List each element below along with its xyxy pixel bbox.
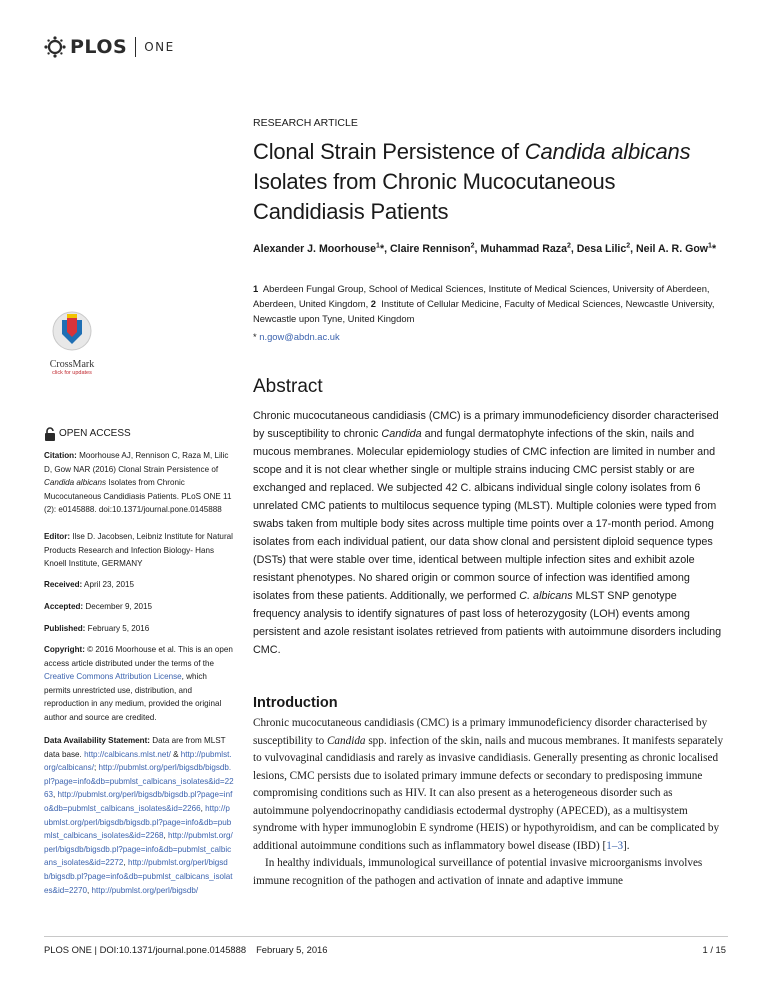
data-link[interactable]: http://pubmlst.org/perl/bigsdb/bigsdb.pl?page=info&db=pubmlst_calbicans_isolates&id=2266 xyxy=(44,790,233,813)
affiliation-text: Institute of Cellular Medicine, Faculty of Medical Sciences, Newcastle University, Newcastle upon Tyne, United Kingdom xyxy=(253,298,715,324)
abstract-p3: MLST SNP genotype frequency analysis to identify signatures of past loss of heterozygosity (LOH) events among persistent and azole resistant isolates retrieved from patients with autoimmune disorders including CMC. xyxy=(253,590,722,656)
copyright-text-end: , which permits unrestricted use, distribution, and reproduction in any medium, provided the original author and source are credited. xyxy=(44,672,222,722)
title-species: Candida albicans xyxy=(524,139,691,164)
footer-journal: PLOS ONE | DOI:10.1371/journal.pone.0145888 xyxy=(44,944,247,955)
citation-block xyxy=(44,449,234,517)
logo-one-text: ONE xyxy=(144,40,175,54)
abstract-p2: and fungal dermatophyte infections of the skin, nails and mucous membranes. Molecular epidemiology studies of CMC infection are limited in number and scope and it is not clear whether single or multiple strains inducing CMC persist stably or are exchanged and replaced. We subjected 42 C. albicans individual single colony isolates from 6 unrelated CMC patients to multilocus sequence typing (MLST). Multiple colonies were typed from swabs taken from multiple body sites across multiple time points over a 17-month period. Among isolates from each individual patient, our data show clonal and persistent diploid sequence types (DSTs) that were stable over time, identical between multiple infection sites and exhibit azole resistant phenotypes. No shared origin or common source of infection was identified among isolates from these patients. Additionally, we performed xyxy=(253,428,717,602)
data-sep: , xyxy=(123,858,128,868)
data-link[interactable]: http://pubmlst.org/perl/bigsdb/bigsdb.pl?page=info&db=pubmlst_calbicans_isolates&id=2270 xyxy=(44,858,233,895)
intro-p1b: spp. infection of the skin, nails and mucous membranes. It manifests separately to vulvovaginal candidiasis and rarely as invasive candidiasis. Generally presenting as chronic localised lesions, CMC persists due to isolated primary immune defects or secondary to predisposing immune compromising conditions such as HIV. It can also present as a heterogeneous disorder such as autoimmune polyendocrinopathy candidiasis ectodermal dystrophy (APECED), as a multisystem syndrome with hyper immunoglobin E syndrome (HEIS) or hypothyroidism, and can be complicated by additional autoimmune conditions such as inflammatory bowel disease (IBD) [ xyxy=(253,734,724,852)
editor-label: Editor: xyxy=(44,532,71,541)
crossmark-label: CrossMark xyxy=(49,359,95,370)
accepted-value: December 9, 2015 xyxy=(83,602,152,611)
author-affiliation-sup: 2 xyxy=(566,242,571,250)
footer-journal-info xyxy=(44,944,327,955)
intro-p1c: ]. xyxy=(623,839,630,852)
author-affiliation-sup: 1 xyxy=(376,242,380,250)
copyright-block xyxy=(44,643,234,725)
affiliation-number: 1 xyxy=(253,283,259,294)
data-link[interactable]: http://pubmlst.org/perl/bigsdb/bigsdb.pl?page=info&db=pubmlst_calbicans_isolates&id=2268 xyxy=(44,803,232,841)
data-availability-label: Data Availability Statement: xyxy=(44,736,150,745)
data-availability-block xyxy=(44,734,234,897)
published-date xyxy=(44,622,234,636)
affiliation-number: 2 xyxy=(370,298,377,309)
intro-paragraph-2: In healthy individuals, immunological surveillance of potential invasive microorganisms involves immune recognition of the pathogen and activation of innate and adaptive immune xyxy=(253,857,703,887)
page-number: 1 / 15 xyxy=(702,944,726,955)
abstract-text xyxy=(253,407,725,659)
crossmark-badge[interactable] xyxy=(44,310,100,376)
author-affiliation-sup: 2 xyxy=(470,242,475,250)
data-sep: , xyxy=(200,803,206,813)
crossmark-sub-label: click for updates xyxy=(52,370,92,376)
corresponding-mark: * xyxy=(711,243,717,255)
author-name: Neil A. R. Gow xyxy=(636,243,709,255)
footer-date: February 5, 2016 xyxy=(256,944,328,955)
copyright-text: © 2016 Moorhouse et al. This is an open access article distributed under the terms of the xyxy=(44,645,233,668)
logo-plos-text: PLOS xyxy=(70,36,128,58)
author-separator: , xyxy=(570,243,577,255)
title-part1: Clonal Strain Persistence of xyxy=(253,139,525,164)
citation-text-end: Isolates from Chronic Mucocutaneous Candidiasis Patients. PLoS ONE 11 (2): e0145888. doi:10.1371/journal.pone.0145888 xyxy=(44,478,232,515)
abstract-heading: Abstract xyxy=(253,376,323,397)
accepted-date xyxy=(44,600,234,614)
crossmark-icon xyxy=(52,310,92,352)
editor-text: Ilse D. Jacobsen, Leibniz Institute for Natural Products Research and Infection Biology- Hans Knoell Institute, GERMANY xyxy=(44,532,233,569)
author-name: Muhammad Raza xyxy=(480,243,567,255)
abstract-italic-species: C. albicans xyxy=(519,590,573,602)
affiliations xyxy=(253,281,725,326)
published-value: February 5, 2016 xyxy=(85,624,150,633)
editor-block xyxy=(44,530,234,571)
intro-paragraph-1 xyxy=(253,715,725,855)
data-link[interactable]: http://pubmlst.org/calbicans/ xyxy=(44,749,232,773)
abstract-p1: Chronic mucocutaneous candidiasis (CMC) is a primary immunodeficiency disorder characterised by susceptibility to chronic xyxy=(253,410,719,440)
accepted-label: Accepted: xyxy=(44,602,84,611)
open-lock-icon xyxy=(44,427,56,441)
data-link[interactable]: http://pubmlst.org/perl/bigsdb/bigsdb.pl?page=info&db=pubmlst_calbicans_isolates&id=2263 xyxy=(44,763,234,800)
author-separator: , xyxy=(474,243,481,255)
affiliation-text: Aberdeen Fungal Group, School of Medical Sciences, Institute of Medical Sciences, University of Aberdeen, Aberdeen, United Kingdom, xyxy=(253,283,710,309)
article-title xyxy=(253,137,725,227)
footer-divider xyxy=(44,936,728,937)
article-type: RESEARCH ARTICLE xyxy=(253,117,358,129)
corresponding-email xyxy=(253,331,725,342)
data-sep: & xyxy=(170,749,181,759)
received-value: April 23, 2015 xyxy=(82,580,134,589)
citation-label: Citation: xyxy=(44,451,77,460)
logo-divider xyxy=(135,37,136,57)
introduction-text xyxy=(253,715,725,890)
plos-logo-icon xyxy=(44,36,66,58)
data-text: Data are from MLST data base. xyxy=(44,736,226,759)
received-label: Received: xyxy=(44,580,83,589)
reference-link[interactable]: 1–3 xyxy=(606,839,624,852)
abstract-italic-candida: Candida xyxy=(381,428,422,440)
open-access-text: OPEN ACCESS xyxy=(59,428,131,440)
data-link[interactable]: http://calbicans.mlst.net/ xyxy=(84,749,171,759)
copyright-label: Copyright: xyxy=(44,645,85,654)
introduction-heading: Introduction xyxy=(253,695,338,711)
email-link[interactable]: n.gow@abdn.ac.uk xyxy=(259,331,340,342)
data-sep: , xyxy=(86,885,92,895)
published-label: Published: xyxy=(44,624,86,633)
citation-text: Moorhouse AJ, Rennison C, Raza M, Lilic D, Gow NAR (2016) Clonal Strain Persistence of xyxy=(44,451,229,474)
author-affiliation-sup: 1 xyxy=(708,242,712,250)
author-name: Alexander J. Moorhouse xyxy=(253,243,377,255)
author-separator: , xyxy=(630,243,637,255)
license-link[interactable]: Creative Commons Attribution License xyxy=(44,672,182,682)
data-sep: ; xyxy=(93,763,99,773)
author-separator: , xyxy=(384,243,390,255)
email-star: * xyxy=(253,331,260,342)
author-name: Claire Rennison xyxy=(389,243,471,255)
plos-one-logo[interactable] xyxy=(44,36,175,58)
intro-italic-candida: Candida xyxy=(326,734,366,747)
author-affiliation-sup: 2 xyxy=(626,242,631,250)
data-link[interactable]: http://pubmlst.org/perl/bigsdb/bigsdb.pl?page=info&db=pubmlst_calbicans_isolates&id=2272 xyxy=(44,831,233,868)
data-sep: , xyxy=(163,831,168,841)
corresponding-mark: * xyxy=(379,243,385,255)
open-access-label xyxy=(44,427,234,441)
author-name: Desa Lilic xyxy=(576,243,627,255)
data-link[interactable]: http://pubmlst.org/perl/bigsdb/ xyxy=(91,885,199,895)
received-date xyxy=(44,578,234,592)
author-list xyxy=(253,241,725,257)
intro-p1a: Chronic mucocutaneous candidiasis (CMC) is a primary immunodeficiency disorder characterised by susceptibility to xyxy=(253,717,708,747)
data-sep: , xyxy=(53,790,58,800)
title-part2: Isolates from Chronic Mucocutaneous Candidiasis Patients xyxy=(253,169,616,224)
citation-italic: Candida albicans xyxy=(44,478,107,488)
